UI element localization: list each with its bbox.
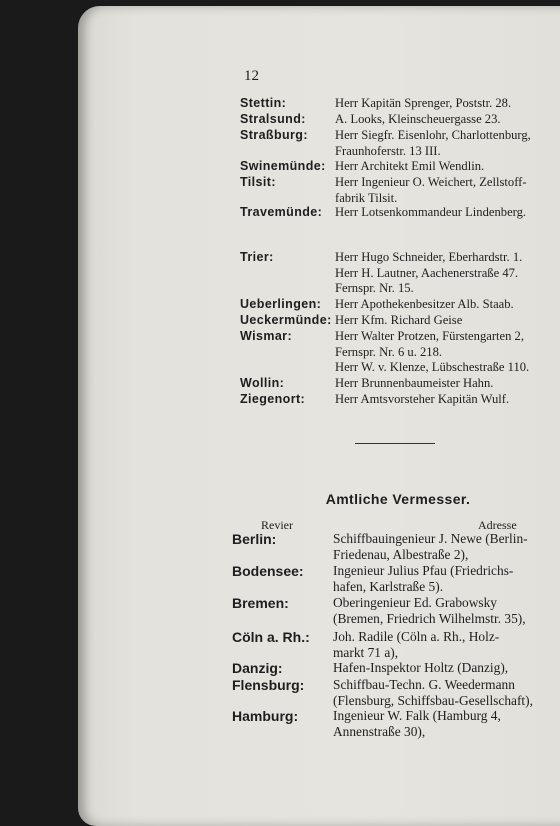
page-number: 12 <box>244 68 259 84</box>
address-line: Joh. Radile (Cöln a. Rh., Holz- <box>333 629 500 644</box>
contact-line: Fernspr. Nr. 15. <box>335 281 414 295</box>
contact-line: Herr Hugo Schneider, Eberhardstr. 1. <box>335 250 523 264</box>
district-name: Bodensee: <box>232 563 304 579</box>
city-name: Trier: <box>240 250 274 264</box>
district-name: Hamburg: <box>232 708 299 724</box>
district-name: Flensburg: <box>232 677 305 693</box>
contact-line: Herr Kfm. Richard Geise <box>335 313 463 327</box>
contact-entry <box>335 297 559 313</box>
contact-line: Fernspr. Nr. 6 u. 218. <box>335 344 443 359</box>
page-content <box>78 6 560 826</box>
city-name: Wismar: <box>240 329 293 343</box>
contact-line: Herr H. Lautner, Aachenerstraße 47. <box>335 265 519 280</box>
contact-entry <box>335 250 559 297</box>
column-header-revier: Revier <box>261 518 293 532</box>
city-name: Ueberlingen: <box>240 297 322 311</box>
address-entry <box>333 531 560 563</box>
contact-entry <box>335 112 559 128</box>
contact-line: Herr Amtsvorsteher Kapitän Wulf. <box>335 392 510 406</box>
district-name: Berlin: <box>232 531 277 547</box>
contact-line: Herr Kapitän Sprenger, Poststr. 28. <box>335 96 512 110</box>
address-line: Schiffbauingenieur J. Newe (Berlin- <box>333 531 528 546</box>
city-name: Wollin: <box>240 376 285 390</box>
contact-entry <box>335 159 559 175</box>
contact-line: Herr Siegfr. Eisenlohr, Charlottenburg, <box>335 128 531 142</box>
contact-entry <box>335 128 559 159</box>
column-header-adresse: Adresse <box>478 518 517 532</box>
address-entry <box>333 629 560 661</box>
address-line: Schiffbau-Techn. G. Weedermann <box>333 677 515 692</box>
address-line: Ingenieur Julius Pfau (Friedrichs- <box>333 563 514 578</box>
contact-line: Herr Architekt Emil Wendlin. <box>335 159 485 173</box>
city-name: Straßburg: <box>240 128 308 142</box>
contact-line: Herr Lotsenkommandeur Lindenberg. <box>335 205 527 219</box>
address-line: (Bremen, Friedrich Wilhelmstr. 35), <box>333 611 526 626</box>
section-title: Amtliche Vermesser. <box>325 491 471 507</box>
address-line: Ingenieur W. Falk (Hamburg 4, <box>333 708 501 723</box>
contact-line: A. Looks, Kleinscheuergasse 23. <box>335 112 501 126</box>
contact-entry <box>335 392 559 408</box>
book-page <box>78 6 560 826</box>
contact-entry <box>335 96 559 112</box>
address-line: Annenstraße 30), <box>333 724 426 739</box>
address-line: Hafen-Inspektor Holtz (Danzig), <box>333 660 509 675</box>
contact-entry <box>335 205 559 221</box>
city-name: Stralsund: <box>240 112 306 126</box>
contact-line: Herr Brunnenbaumeister Hahn. <box>335 376 494 390</box>
district-name: Danzig: <box>232 660 283 676</box>
address-line: Oberingenieur Ed. Grabowsky <box>333 595 497 610</box>
contact-line: Fraunhoferstr. 13 III. <box>335 143 441 158</box>
address-entry <box>333 677 560 709</box>
contact-line: Herr Apothekenbesitzer Alb. Staab. <box>335 297 514 311</box>
contact-line: Herr W. v. Klenze, Lübschestraße 110. <box>335 360 530 374</box>
address-entry <box>333 660 560 676</box>
city-name: Ueckermünde: <box>240 313 332 327</box>
contact-line: Herr Walter Protzen, Fürstengarten 2, <box>335 329 524 343</box>
district-name: Cöln a. Rh.: <box>232 629 310 645</box>
address-entry <box>333 563 560 595</box>
city-name: Swinemünde: <box>240 159 326 173</box>
address-line: hafen, Karlstraße 5). <box>333 579 444 594</box>
district-name: Bremen: <box>232 595 289 611</box>
contact-line: fabrik Tilsit. <box>335 190 398 205</box>
contact-entry <box>335 175 559 206</box>
city-name: Stettin: <box>240 96 287 110</box>
contact-entry <box>335 329 559 376</box>
section-divider <box>355 443 435 444</box>
contact-line: Herr Ingenieur O. Weichert, Zellstoff- <box>335 175 527 189</box>
address-entry <box>333 708 560 740</box>
address-line: (Flensburg, Schiffsbau-Gesellschaft), <box>333 693 533 708</box>
address-line: markt 71 a), <box>333 645 399 660</box>
contact-entry <box>335 376 559 392</box>
address-line: Friedenau, Albestraße 2), <box>333 547 469 562</box>
city-name: Ziegenort: <box>240 392 306 406</box>
city-name: Travemünde: <box>240 205 323 219</box>
address-entry <box>333 595 560 627</box>
city-name: Tilsit: <box>240 175 276 189</box>
contact-entry <box>335 313 559 329</box>
